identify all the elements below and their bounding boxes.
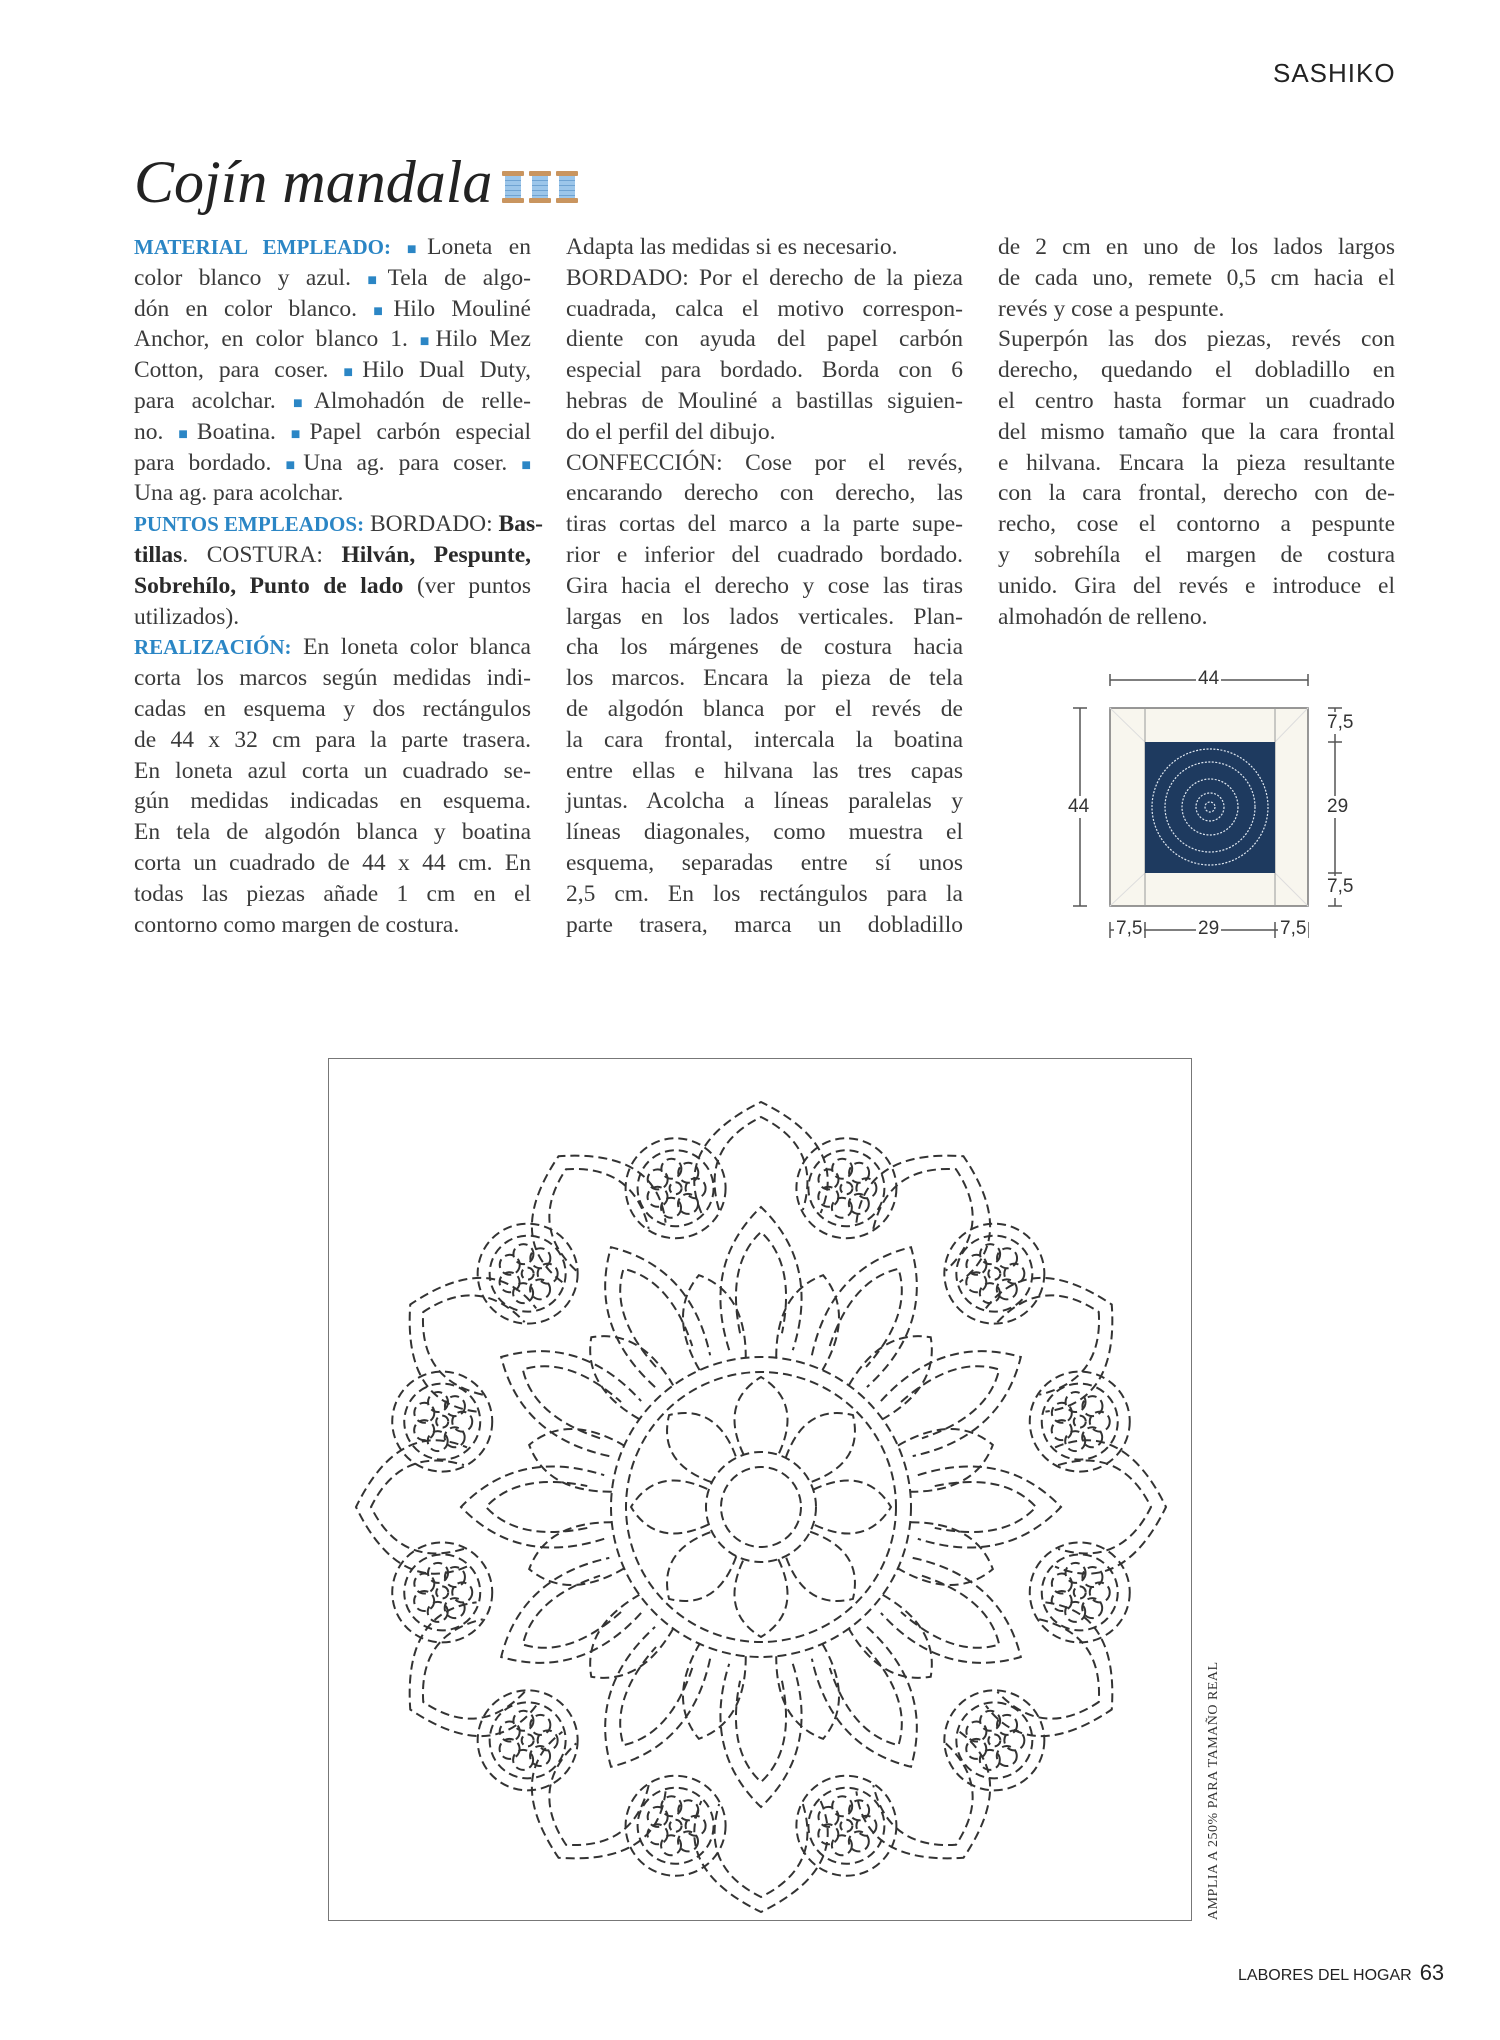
lobe [392,1542,492,1642]
text-line [134,602,531,633]
text-segment: juntas. Acolcha a líneas paralelas y [566,788,963,815]
center-ring [706,1452,816,1562]
lobe-inner [956,1236,1032,1312]
text-segment: hebras de Mouliné a bastillas siguien- [566,387,963,414]
outer-petal [532,1732,666,1859]
spool-icon [502,171,524,203]
text-line [566,694,963,725]
text-segment: para bordado. [134,449,286,476]
mid-petal-inner [830,1647,902,1745]
lobe-inner [808,1788,884,1864]
outer-petal-inner [423,1619,525,1718]
text-segment: do el perfil del dibujo. [566,418,776,445]
section-label: SASHIKO [1273,58,1396,88]
text-line [998,294,1395,325]
text-segment: En loneta azul corta un cuadrado se- [134,757,531,784]
text-line [134,663,531,694]
mid-petal-inner [935,1482,1036,1532]
text-segment: entre ellas e hilvana las tres capas [566,757,963,784]
lobe-inner [1042,1384,1118,1460]
center-petal [667,1532,736,1601]
center-petal [786,1413,855,1482]
mid-petal-inner [486,1482,587,1532]
text-line [134,879,531,910]
flower-petal [856,1816,876,1836]
text-line [134,632,531,663]
text-line [134,294,531,325]
lobe [392,1372,492,1472]
section-heading: MATERIAL EMPLEADO: [134,235,407,259]
text-line [998,232,1395,263]
outer-petal-inner [715,1804,808,1897]
dim-left-height: 44 [1068,796,1090,817]
text-segment: Adapta las medidas si es necesario. [566,234,898,260]
text-segment: Loneta en [427,234,531,260]
outer-petal-inner [371,1461,464,1554]
text-segment: contorno como margen de costura. [134,911,460,938]
title-text: Cojín mandala [134,149,493,215]
text-line [566,786,963,817]
text-segment: e hilvana. Encara la pieza resultante [998,449,1395,476]
text-line [134,324,531,355]
text-line [134,417,531,448]
flower-center [670,1182,682,1194]
bullet-square-icon: ■ [292,394,314,412]
text-segment: esquema, separadas entre sí unos [566,849,963,876]
text-line [998,386,1395,417]
text-segment: Una ag. para acolchar. [134,480,344,507]
bullet-square-icon: ■ [367,271,388,289]
text-line [134,355,531,386]
text-line [134,478,531,509]
text-line [134,386,531,417]
outer-petal-inner [997,1295,1099,1394]
mid-petal-inner [736,1232,786,1333]
text-segment: Sobrehílo, Punto de lado [134,572,404,599]
mid-petal-inner [901,1576,999,1648]
flower-center [1074,1586,1086,1598]
lobe-inner [404,1384,480,1460]
text-segment: diente con ayuda del papel carbón [566,326,963,353]
mid-petal-inner [523,1366,621,1438]
text-line [998,355,1395,386]
text-line [566,848,963,879]
text-line [566,355,963,386]
text-segment: de cada uno, remete 0,5 cm hacia el [998,264,1395,291]
spool-icon [556,171,578,203]
outer-petal-inner [549,1169,648,1271]
lobe [478,1224,578,1324]
mid-petal [501,1351,641,1456]
mid-petal [881,1351,1021,1456]
text-segment: Anchor, en color blanco 1. [134,326,420,353]
text-line [998,417,1395,448]
text-segment: (ver puntos [403,572,531,599]
text-segment: 2,5 cm. En los rectángulos para la [566,880,963,907]
text-segment: los marcos. Encara la pieza de tela [566,665,963,692]
mid-petal [812,1247,917,1387]
dim-top-width: 44 [1198,668,1220,689]
text-line [134,756,531,787]
lobe [944,1224,1044,1324]
dim-bottom-mid: 29 [1198,918,1220,939]
text-line [566,663,963,694]
lobe-inner [490,1236,566,1312]
text-segment: largas en los lados verticales. Plan- [566,603,963,630]
text-line [566,910,963,941]
text-line [134,448,531,479]
text-segment: BORDADO: Por el derecho de la pieza [566,264,963,291]
text-segment: tillas [134,541,183,568]
lobe [626,1776,726,1876]
bullet-square-icon: ■ [419,333,436,351]
text-segment: tiras cortas del marco a la parte supe- [566,511,963,538]
text-segment: Hilván, Pespunte, [341,541,531,568]
mid-petal [461,1466,604,1547]
text-line [134,263,531,294]
flower-center [988,1268,1000,1280]
text-segment: todas las piezas añade 1 cm en el [134,880,531,907]
text-segment: dón en color blanco. [134,295,374,322]
text-line [566,756,963,787]
text-line [566,879,963,910]
outer-petal-inner [1058,1461,1151,1554]
text-segment: de 44 x 32 cm para la parte trasera. [134,726,531,753]
page-number: 63 [1419,1960,1445,1985]
flower-petal [1090,1412,1110,1432]
text-segment: . COSTURA: [182,541,342,568]
center-petal [734,1377,787,1455]
text-line [566,417,963,448]
bullet-square-icon: ■ [178,425,197,443]
flower-center [436,1416,448,1428]
text-line [566,632,963,663]
text-line [566,817,963,848]
text-line [566,294,963,325]
mid-petal [605,1627,710,1767]
text-segment: almohadón de relleno. [998,603,1208,630]
text-column-3 [998,232,1395,632]
center-petal [813,1480,891,1533]
text-line [566,509,963,540]
dim-right-mid: 29 [1327,796,1349,817]
leaf-petal [590,1336,673,1419]
bullet-square-icon: ■ [373,302,394,320]
text-segment: En tela de algodón blanca y boatina [134,819,531,846]
cushion-schematic [1060,660,1380,950]
lobe [478,1690,578,1790]
text-segment: parte trasera, marca un dobladillo [566,911,963,938]
text-line [998,448,1395,479]
outer-petal-inner [715,1117,808,1210]
text-segment: gún medidas indicadas en esquema. [134,788,531,815]
text-segment: BORDADO: [364,511,499,538]
mid-petal-inner [523,1576,621,1648]
text-line [566,324,963,355]
mid-petal [501,1558,641,1663]
ring [611,1357,911,1657]
outer-petal [856,1156,990,1283]
text-line [998,324,1395,355]
mid-petal [881,1558,1021,1663]
mid-petal-inner [620,1269,692,1367]
section-heading: PUNTOS EMPLEADOS: [134,512,365,537]
text-segment: utilizados). [134,603,240,630]
text-line [134,725,531,756]
bullet-square-icon: ■ [285,456,304,474]
magazine-name: LABORES DEL HOGAR [1238,1967,1412,1984]
bullet-square-icon: ■ [290,425,310,443]
flower-center [1074,1416,1086,1428]
lobe-inner [808,1150,884,1226]
lobe [944,1690,1044,1790]
dim-bottom-right: 7,5 [1280,918,1307,939]
text-segment: Superpón las dos piezas, revés con [998,326,1395,353]
dim-bottom-left: 7,5 [1116,918,1143,939]
section-heading: REALIZACIÓN: [134,635,292,660]
mid-petal-inner [830,1269,902,1367]
text-line [998,478,1395,509]
flower-petal [1090,1582,1110,1602]
text-line [134,910,531,941]
text-segment: con la cara frontal, derecho con de- [998,480,1395,507]
flower-petal [452,1582,472,1602]
text-line [998,540,1395,571]
outer-petal [410,1278,537,1412]
text-segment: cadas en esquema y dos rectángulos [134,695,531,722]
text-line [566,448,963,479]
text-segment: y sobrehíla el margen de costura [998,541,1395,568]
text-segment: cha los márgenes de costura hacia [566,634,963,661]
flower-center [988,1734,1000,1746]
lobe-inner [638,1150,714,1226]
mid-petal-inner [901,1366,999,1438]
leaf-petal [590,1595,673,1678]
center-petal [734,1559,787,1637]
lobe [1030,1372,1130,1472]
text-segment: no. [134,418,179,445]
text-segment: Tela de algo- [387,264,531,291]
text-segment: de 2 cm en uno de los lados largos [998,234,1395,260]
text-segment: derecho, quedando el dobladillo en [998,357,1395,384]
ring [626,1372,896,1642]
text-segment: Bas- [498,511,543,538]
text-column-2 [566,232,963,940]
dim-right-top: 7,5 [1327,712,1354,733]
text-segment: corta un cuadrado de 44 x 44 cm. En [134,849,531,876]
text-column-1 [134,232,543,940]
text-line [134,786,531,817]
outer-petal-inner [873,1743,972,1845]
bullet-square-icon: ■ [343,364,363,382]
text-segment: En loneta color blanca [291,634,531,661]
text-segment: Una ag. para coser. [303,449,522,476]
flower-center [522,1734,534,1746]
text-segment: encarando derecho con derecho, las [566,480,963,507]
flower-center [522,1268,534,1280]
page-footer [1238,1960,1444,1986]
text-line [566,540,963,571]
mandala-drawing [329,1059,1190,1919]
text-line [566,232,963,263]
center-petal [667,1413,736,1482]
bullet-square-icon: ■ [521,456,531,474]
lobe-inner [638,1788,714,1864]
flower-center [840,1182,852,1194]
center-ring [721,1467,801,1547]
text-segment: para acolchar. [134,387,293,414]
mid-petal-inner [736,1681,786,1782]
text-segment: unido. Gira del revés e introduce el [998,572,1395,599]
dim-right-bottom: 7,5 [1327,876,1354,897]
flower-center [436,1586,448,1598]
text-segment: Almohadón de relle- [313,387,531,414]
leaf-petal [849,1336,932,1419]
lobe [626,1138,726,1238]
text-segment: Gira hacia el derecho y cose las tiras [566,572,963,599]
lobe-inner [1042,1554,1118,1630]
text-segment: color blanco y azul. [134,264,368,291]
text-line [134,509,543,540]
text-segment: rior e inferior del cuadrado bordado. [566,541,963,568]
text-line [998,263,1395,294]
flower-petal [452,1412,472,1432]
text-line [134,817,531,848]
leaf-petal [849,1595,932,1678]
text-line [998,509,1395,540]
text-segment: Boatina. [196,418,291,445]
text-line [566,478,963,509]
flower-petal [538,1264,558,1284]
text-segment: de algodón blanca por el revés de [566,695,963,722]
text-segment: Cotton, para coser. [134,357,344,384]
text-segment: recho, cose el contorno a pespunte [998,511,1395,538]
text-line [134,540,531,571]
text-segment: del mismo tamaño que la cara frontal [998,418,1395,445]
mandala-pattern [328,1058,1192,1921]
text-line [134,694,531,725]
text-segment: la cara frontal, intercala la boatina [566,726,963,753]
text-line [998,571,1395,602]
flower-petal [538,1730,558,1750]
page-title [134,148,578,217]
text-line [134,571,531,602]
text-segment: el centro hasta formar un cuadrado [998,387,1395,414]
flower-center [670,1820,682,1832]
lobe-inner [956,1702,1032,1778]
text-line [566,571,963,602]
lobe [796,1776,896,1876]
lobe-inner [404,1554,480,1630]
text-segment: especial para bordado. Borda con 6 [566,357,963,384]
difficulty-rating [502,171,578,203]
text-segment: revés y cose a pespunte. [998,295,1225,322]
text-line [566,725,963,756]
text-segment: cuadrada, calca el motivo correspon- [566,295,963,322]
mid-petal [720,1664,801,1807]
mid-petal [918,1466,1061,1547]
text-line [566,263,963,294]
text-segment: CONFECCIÓN: Cose por el revés, [566,449,963,476]
center-petal [631,1480,709,1533]
bullet-square-icon: ■ [406,241,428,258]
mid-petal [812,1627,917,1767]
flower-center [840,1820,852,1832]
spool-icon [529,171,551,203]
mid-petal [720,1207,801,1350]
text-line [566,602,963,633]
lobe [796,1138,896,1238]
text-segment: Hilo Dual Duty, [362,357,531,384]
text-segment: líneas diagonales, como muestra el [566,819,963,846]
text-line [998,602,1395,633]
lobe [1030,1542,1130,1642]
center-petal [786,1532,855,1601]
text-line [134,232,531,263]
mid-petal-inner [620,1647,692,1745]
text-segment: Hilo Mez [435,326,531,353]
enlarge-note: AMPLIA A 250% PARA TAMAÑO REAL [1206,1661,1221,1920]
text-segment: Hilo Mouliné [393,295,531,322]
text-segment: corta los marcos según medidas indi- [134,665,531,692]
lobe-inner [490,1702,566,1778]
text-line [566,386,963,417]
text-segment: Papel carbón especial [309,418,532,445]
text-line [134,848,531,879]
mid-petal [605,1247,710,1387]
